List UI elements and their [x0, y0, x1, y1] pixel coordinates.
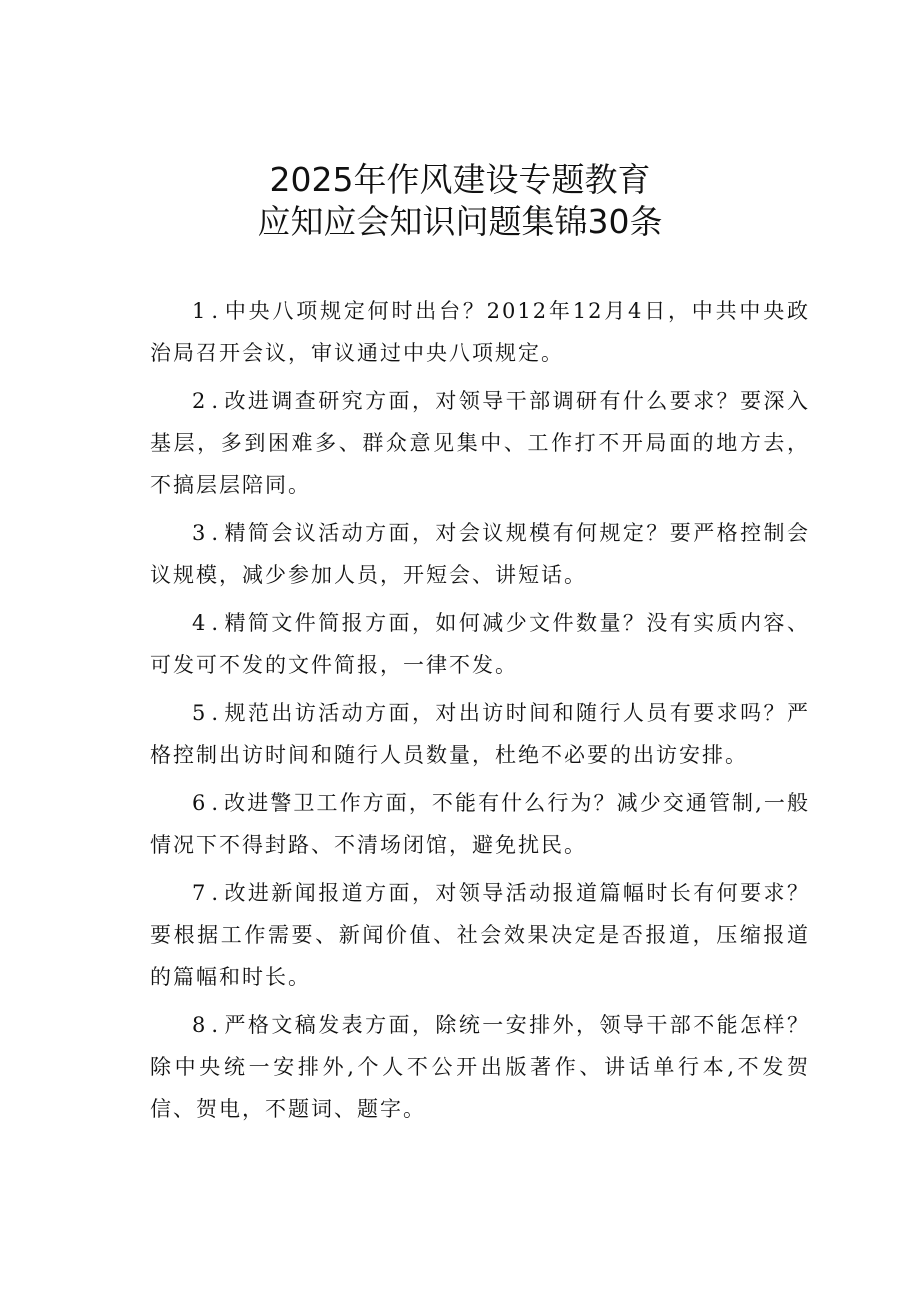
item-number: 5 — [192, 701, 212, 725]
item-text: 中央八项规定何时出台？2012年12月4日，中共中央政治局召开会议，审议通过中央八项规定。 — [150, 299, 810, 365]
item-text: 精简会议活动方面，对会议规模有何规定？要严格控制会议规模，减少参加人员，开短会、讲短话。 — [150, 521, 810, 587]
document-body — [150, 290, 810, 1136]
item-text: 规范出访活动方面，对出访时间和随行人员有要求吗？严格控制出访时间和随行人员数量，杜绝不必要的出访安排。 — [150, 701, 810, 767]
list-item — [150, 512, 810, 596]
title-line-2: 应知应会知识问题集锦30条 — [257, 202, 663, 241]
item-number: 8 — [192, 1013, 212, 1037]
item-dot: . — [211, 791, 225, 815]
item-dot: . — [211, 611, 225, 635]
list-item — [150, 380, 810, 506]
item-number: 3 — [192, 521, 212, 545]
item-text: 严格文稿发表方面，除统一安排外，领导干部不能怎样？除中央统一安排外,个人不公开出版著作、讲话单行本,不发贺信、贺电，不题词、题字。 — [150, 1013, 810, 1121]
list-item — [150, 602, 810, 686]
item-text: 改进调查研究方面，对领导干部调研有什么要求？要深入基层，多到困难多、群众意见集中、工作打不开局面的地方去，不搞层层陪同。 — [150, 389, 810, 497]
item-dot: . — [211, 1013, 225, 1037]
list-item — [150, 782, 810, 866]
title-line-1: 2025年作风建设专题教育 — [269, 160, 651, 199]
list-item — [150, 692, 810, 776]
list-item — [150, 872, 810, 998]
item-dot: . — [211, 701, 225, 725]
item-text: 改进新闻报道方面，对领导活动报道篇幅时长有何要求？要根据工作需要、新闻价值、社会效果决定是否报道，压缩报道的篇幅和时长。 — [150, 881, 810, 989]
item-number: 6 — [192, 791, 212, 815]
item-text: 改进警卫工作方面，不能有什么行为？减少交通管制,一般情况下不得封路、不清场闭馆，避免扰民。 — [150, 791, 810, 857]
item-dot: . — [211, 299, 225, 323]
item-number: 7 — [192, 881, 212, 905]
item-dot: . — [211, 389, 225, 413]
list-item — [150, 1004, 810, 1130]
list-item — [150, 290, 810, 374]
item-number: 1 — [192, 299, 212, 323]
item-text: 精简文件简报方面，如何减少文件数量？没有实质内容、可发可不发的文件简报，一律不发。 — [150, 611, 810, 677]
item-dot: . — [211, 881, 225, 905]
item-number: 2 — [192, 389, 212, 413]
item-number: 4 — [192, 611, 212, 635]
item-dot: . — [211, 521, 225, 545]
